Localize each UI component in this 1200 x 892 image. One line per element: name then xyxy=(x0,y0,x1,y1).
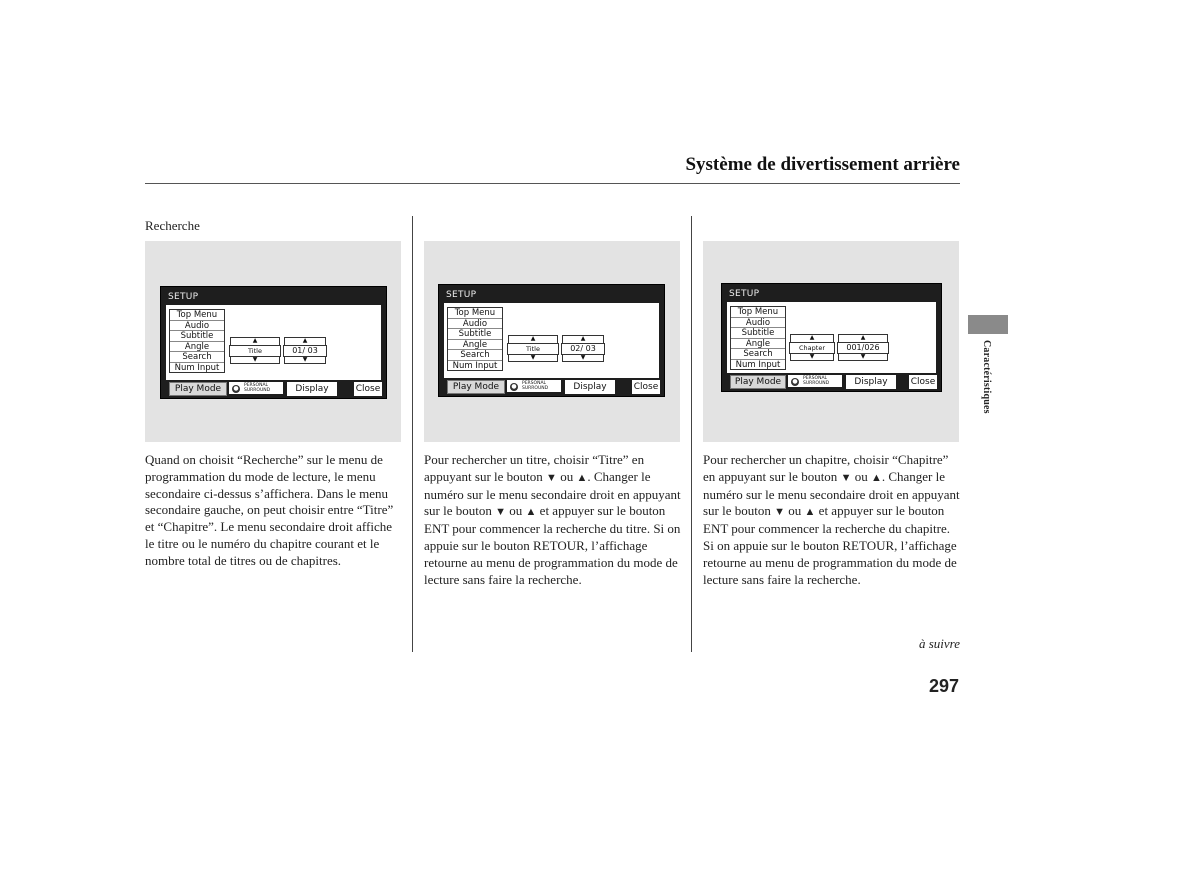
text-run: et appuyer sur le bouton ENT pour commencer la recherche du chapitre. Si on appuie sur le bouton RETOUR, l’affichage retourne au menu de programmation du mode de lecture sans faire la recherche. xyxy=(703,503,957,587)
setup-screen xyxy=(438,284,665,397)
personal-surround-button xyxy=(788,375,842,387)
down-arrow-icon: ▼ xyxy=(840,471,852,484)
header-rule xyxy=(145,183,960,184)
sub-menu-value-box xyxy=(561,335,605,361)
menu-item-audio: Audio xyxy=(731,318,785,329)
menu-item-search: Search xyxy=(170,352,224,363)
up-arrow-icon: ▲ xyxy=(525,506,537,519)
down-arrow-icon: ▼ xyxy=(530,354,536,361)
menu-item-audio: Audio xyxy=(448,319,502,330)
paragraph-col2 xyxy=(424,452,682,588)
screen-button-bar xyxy=(444,380,659,393)
screen-body xyxy=(166,305,381,380)
menu-item-search: Search xyxy=(731,349,785,360)
sub-menu-value-box xyxy=(283,337,327,363)
text-run: ou xyxy=(788,503,802,519)
text-run: ou xyxy=(509,503,523,519)
display-button: Display xyxy=(565,380,615,394)
down-arrow-icon: ▼ xyxy=(809,353,815,360)
menu-list xyxy=(447,307,503,371)
surround-icon: ● xyxy=(233,385,239,392)
setup-screen xyxy=(721,283,942,392)
text-run: . Changer le numéro sur le menu secondaire droit en appuyant sur le bouton xyxy=(424,468,681,519)
menu-item-num-input: Num Input xyxy=(452,360,498,371)
text-run: et appuyer sur le bouton ENT pour commencer la recherche du titre. Si on appuie sur le bouton RETOUR, l’affichage retourne au menu de programmation du mode de lecture sans faire la recherche. xyxy=(424,503,681,587)
text-run: ou xyxy=(854,468,868,484)
menu-item-angle: Angle xyxy=(731,339,785,350)
text-run: . Changer le numéro sur le menu secondaire droit en appuyant sur le bouton xyxy=(703,468,960,519)
text-run: Pour rechercher un chapitre, choisir “Chapitre” en appuyant sur le bouton xyxy=(703,452,949,484)
play-mode-button: Play Mode xyxy=(447,380,505,394)
personal-surround-label: PERSONAL SURROUND xyxy=(803,376,830,386)
section-heading: Recherche xyxy=(145,218,200,233)
menu-item-subtitle: Subtitle xyxy=(448,329,502,340)
up-arrow-icon: ▲ xyxy=(809,334,815,341)
sub-menu-label: Chapter xyxy=(799,344,825,352)
up-arrow-icon: ▲ xyxy=(804,506,816,519)
paragraph-col3 xyxy=(703,452,961,588)
menu-item-num-input: Num Input xyxy=(174,362,220,373)
screen-illustration-2 xyxy=(424,241,680,442)
menu-item-top-menu: Top Menu xyxy=(170,310,224,321)
personal-surround-button xyxy=(507,380,561,392)
screen-body xyxy=(727,302,936,373)
up-arrow-icon: ▲ xyxy=(580,335,586,342)
up-arrow-icon: ▲ xyxy=(302,337,308,344)
menu-item-angle: Angle xyxy=(170,342,224,353)
menu-item-angle: Angle xyxy=(448,340,502,351)
menu-item-search: Search xyxy=(448,350,502,361)
sub-menu-label: Title xyxy=(526,345,540,353)
sub-menu-value-box xyxy=(837,334,889,360)
setup-label: SETUP xyxy=(446,290,477,300)
personal-surround-label: PERSONAL SURROUND xyxy=(522,381,549,391)
down-arrow-icon: ▼ xyxy=(580,354,586,361)
sub-menu-value: 001/026 xyxy=(846,343,880,352)
menu-item-top-menu: Top Menu xyxy=(731,307,785,318)
down-arrow-icon: ▼ xyxy=(860,353,866,360)
sub-menu-label-box xyxy=(507,335,559,361)
text-run: ou xyxy=(560,468,574,484)
paragraph-col1: Quand on choisit “Recherche” sur le menu de programmation du mode de lecture, le menu secondaire ci-dessus s’affichera. Dans le menu secondaire gauche, on peut choisir entre “Titre” et “Chapitre”. Le menu secondaire droit affiche le titre ou le numéro du chapitre courant et le nombre total de titres ou de chapitres. xyxy=(145,452,394,568)
sub-menu-label-box xyxy=(789,334,835,360)
display-button: Display xyxy=(846,375,896,389)
continued-note: à suivre xyxy=(918,636,960,651)
screen-illustration-1 xyxy=(145,241,401,442)
setup-label: SETUP xyxy=(729,289,760,299)
column-divider-2 xyxy=(691,216,692,652)
menu-list xyxy=(730,306,786,370)
close-button: Close xyxy=(633,382,659,392)
close-button: Close xyxy=(355,384,381,394)
screen-button-bar xyxy=(166,382,381,395)
surround-icon: ● xyxy=(511,383,517,390)
personal-surround-button xyxy=(229,382,283,394)
play-mode-button: Play Mode xyxy=(730,375,786,389)
display-button: Display xyxy=(287,382,337,396)
down-arrow-icon: ▼ xyxy=(546,471,557,484)
page-number: 297 xyxy=(928,676,959,696)
menu-item-audio: Audio xyxy=(170,321,224,332)
screen-button-bar xyxy=(727,375,936,388)
down-arrow-icon: ▼ xyxy=(252,356,258,363)
up-arrow-icon: ▲ xyxy=(576,471,588,484)
surround-icon: ● xyxy=(792,378,798,385)
screen-body xyxy=(444,303,659,378)
text-run: Pour rechercher un titre, choisir “Titre” en appuyant sur le bouton xyxy=(424,452,645,484)
page-title: Système de divertissement arrière xyxy=(685,154,960,175)
close-button: Close xyxy=(910,377,936,387)
sub-menu-label-box xyxy=(229,337,281,363)
sub-menu-label: Title xyxy=(248,347,262,355)
menu-list xyxy=(169,309,225,373)
personal-surround-label: PERSONAL SURROUND xyxy=(244,383,271,393)
up-arrow-icon: ▲ xyxy=(870,471,882,484)
down-arrow-icon: ▼ xyxy=(302,356,308,363)
play-mode-button: Play Mode xyxy=(169,382,227,396)
menu-item-subtitle: Subtitle xyxy=(731,328,785,339)
up-arrow-icon: ▲ xyxy=(530,335,536,342)
setup-screen xyxy=(160,286,387,399)
section-tab-marker xyxy=(968,315,1008,334)
menu-item-subtitle: Subtitle xyxy=(170,331,224,342)
down-arrow-icon: ▼ xyxy=(774,506,786,519)
up-arrow-icon: ▲ xyxy=(860,334,866,341)
menu-item-num-input: Num Input xyxy=(735,359,781,370)
column-divider-1 xyxy=(412,216,413,652)
up-arrow-icon: ▲ xyxy=(252,337,258,344)
section-tab-label: Caractéristiques xyxy=(981,340,992,414)
sub-menu-value: 01/ 03 xyxy=(292,346,318,355)
down-arrow-icon: ▼ xyxy=(495,506,507,519)
menu-item-top-menu: Top Menu xyxy=(448,308,502,319)
screen-illustration-3 xyxy=(703,241,959,442)
sub-menu-value: 02/ 03 xyxy=(570,344,596,353)
setup-label: SETUP xyxy=(168,292,199,302)
